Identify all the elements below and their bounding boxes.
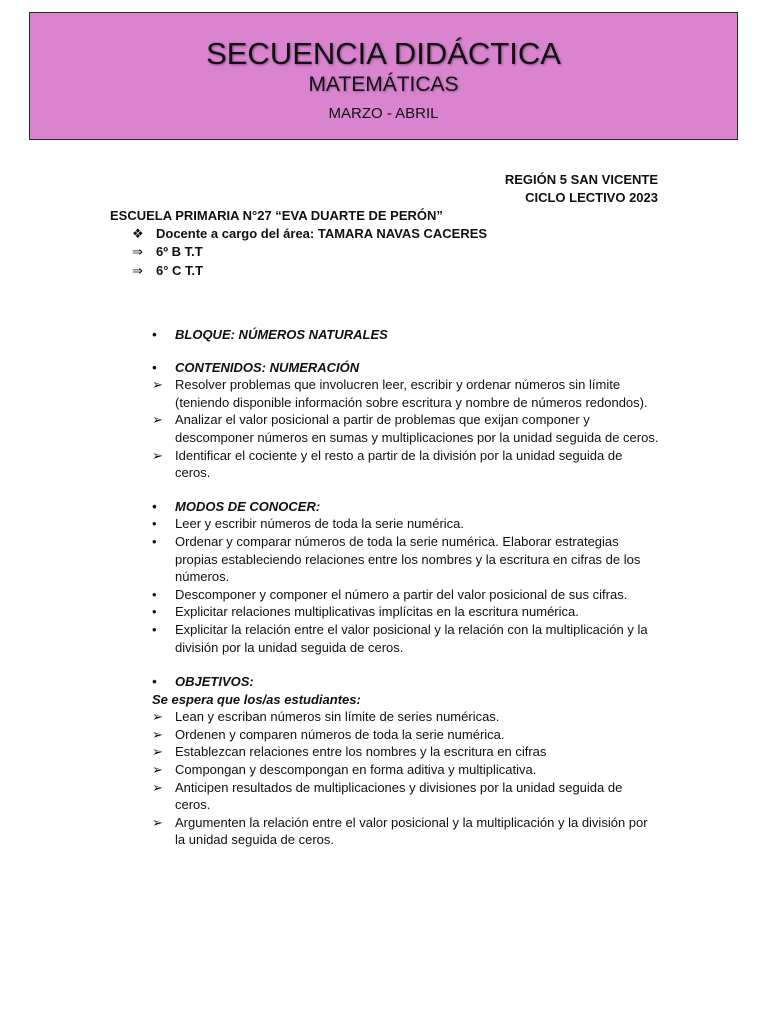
region-label: REGIÓN 5 SAN VICENTE — [504, 172, 658, 187]
teacher-label: Docente a cargo del área: TAMARA NAVAS CACERES — [156, 226, 488, 241]
dot-bullet-icon: • — [152, 359, 157, 375]
arrow-bullet-icon: ➢ — [152, 814, 163, 830]
arrow-bullet-icon: ➢ — [152, 377, 163, 393]
dot-bullet-icon: • — [152, 533, 157, 549]
list-item: • Descomponer y componer el número a partir del valor posicional de sus cifras. — [152, 586, 628, 602]
teacher-line — [132, 225, 487, 243]
dot-bullet-icon: • — [152, 674, 157, 690]
list-item: ➢ Identificar el cociente y el resto a partir de la división por la unidad seguida de ceros. — [152, 447, 623, 481]
arrow-bullet-icon: ➢ — [152, 762, 163, 778]
grade-line — [132, 262, 203, 280]
diamond-bullet-icon: ❖ — [132, 226, 144, 241]
list-item: ➢ Argumenten la relación entre el valor posicional y la multiplicación y la división por la unidad seguida de ceros. — [152, 814, 648, 848]
list-item: ➢ Ordenen y comparen números de toda la serie numérica. — [152, 726, 505, 742]
school-name: ESCUELA PRIMARIA N°27 “EVA DUARTE DE PERÓN” — [110, 208, 443, 223]
list-item: ➢ Resolver problemas que involucren leer, escribir y ordenar números sin límite (teniendo disponible información sobre escritura y nombre de números redondos). — [152, 377, 648, 410]
list-item: • Explicitar la relación entre el valor posicional y la relación con la multiplicación y la división por la unidad seguida de ceros. — [152, 621, 648, 655]
region-block — [505, 171, 658, 207]
dot-bullet-icon: • — [152, 498, 157, 514]
grade-label: 6° C T.T — [156, 263, 204, 278]
objectives-intro: Se espera que los/as estudiantes: — [152, 691, 361, 707]
section-heading-contenidos: • CONTENIDOS: NUMERACIÓN — [152, 359, 360, 375]
arrow-bullet-icon: ➢ — [152, 744, 163, 760]
title-banner — [29, 12, 738, 140]
implies-arrow-icon: ⇒ — [132, 263, 143, 278]
list-item: • Ordenar y comparar números de toda la serie numérica. Elaborar estrategias propias estableciendo relaciones entre los nombres y la escritura en cifras de los números. — [152, 533, 641, 585]
list-item: ➢ Compongan y descompongan en forma aditiva y multiplicativa. — [152, 762, 537, 778]
section-heading-objetivos: • OBJETIVOS: — [152, 674, 254, 690]
dot-bullet-icon: • — [152, 516, 157, 532]
document-body — [152, 326, 660, 849]
list-item: ➢ Anticipen resultados de multiplicaciones y divisiones por la unidad seguida de ceros. — [152, 779, 623, 813]
arrow-bullet-icon: ➢ — [152, 779, 163, 795]
section-heading-bloque: • BLOQUE: NÚMEROS NATURALES — [152, 327, 388, 342]
arrow-bullet-icon: ➢ — [152, 447, 163, 463]
period-label: MARZO - ABRIL — [328, 105, 439, 122]
subject-title: MATEMÁTICAS — [308, 73, 459, 96]
list-item: ➢ Establezcan relaciones entre los nombres y la escritura en cifras — [152, 744, 547, 760]
dot-bullet-icon: • — [152, 604, 157, 620]
dot-bullet-icon: • — [152, 621, 157, 637]
dot-bullet-icon: • — [152, 327, 157, 342]
arrow-bullet-icon: ➢ — [152, 726, 163, 742]
arrow-bullet-icon: ➢ — [152, 709, 163, 725]
grade-line — [132, 243, 203, 261]
arrow-bullet-icon: ➢ — [152, 412, 163, 428]
list-item: • Leer y escribir números de toda la serie numérica. — [152, 516, 465, 532]
cycle-label: CICLO LECTIVO 2023 — [525, 190, 658, 205]
list-item: ➢ Lean y escriban números sin límite de series numéricas. — [152, 709, 500, 725]
dot-bullet-icon: • — [152, 586, 157, 602]
implies-arrow-icon: ⇒ — [132, 244, 143, 259]
section-heading-modos: • MODOS DE CONOCER: — [152, 498, 321, 514]
list-item: ➢ Analizar el valor posicional a partir de problemas que exijan componer y descomponer números en sumas y multiplicaciones por la unidad seguida de ceros. — [152, 412, 659, 445]
list-item: • Explicitar relaciones multiplicativas implícitas en la escritura numérica. — [152, 604, 579, 620]
document-title: SECUENCIA DIDÁCTICA — [206, 36, 561, 71]
grade-label: 6º B T.T — [156, 244, 203, 259]
